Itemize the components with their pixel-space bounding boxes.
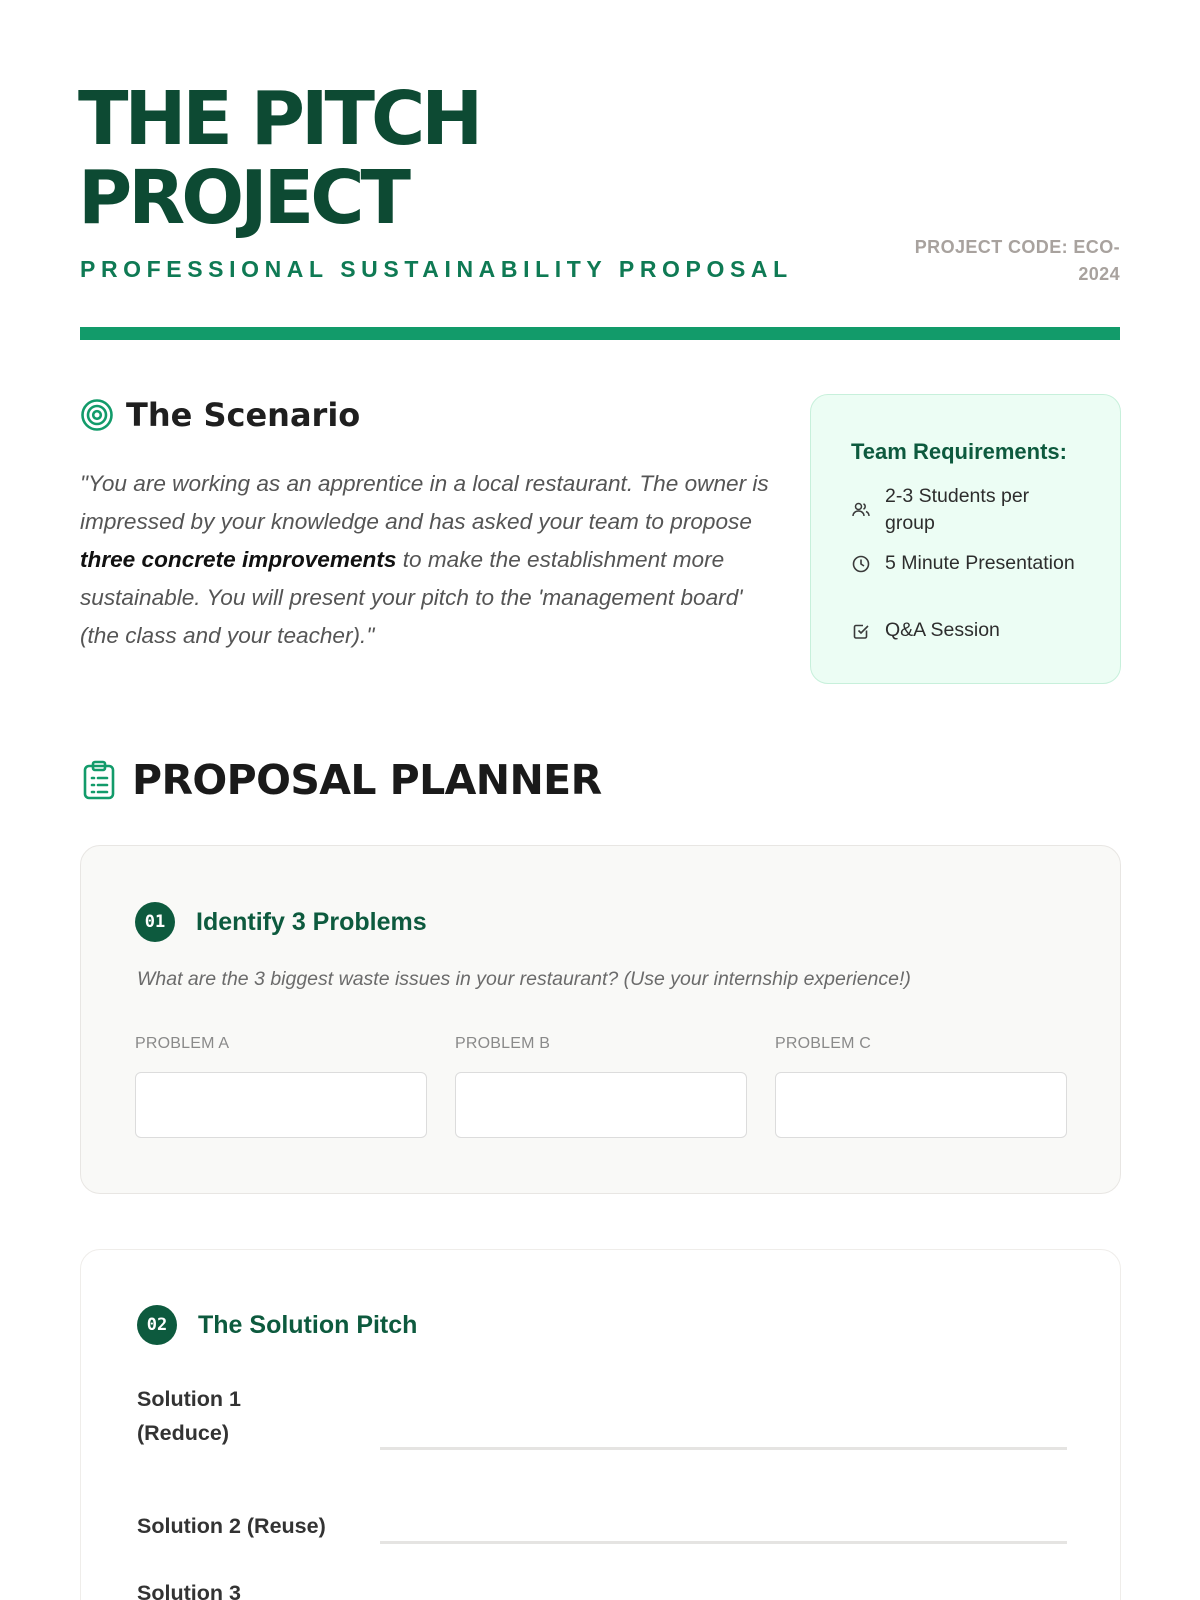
- clock-icon: [851, 554, 871, 574]
- solution-2-label: Solution 2 (Reuse): [137, 1514, 326, 1538]
- planner-heading: [82, 756, 602, 804]
- scenario-text-start: "You are working as an apprentice in a local restaurant. The owner is impressed by your knowledge and has asked your team to propose: [80, 471, 769, 534]
- project-code: PROJECT CODE: ECO-2024: [914, 237, 1120, 284]
- header-divider: [80, 327, 1120, 340]
- requirement-item: [851, 483, 1101, 537]
- requirement-item: [851, 617, 1101, 644]
- scenario-heading: [80, 396, 360, 434]
- identify-problems-card: [80, 845, 1121, 1194]
- scenario-text-end: to make the establishment more sustainable. You will present your pitch to the 'management board' (the class and your teacher).": [80, 547, 743, 648]
- solution-pitch-card: [80, 1249, 1121, 1600]
- planner-title: PROPOSAL PLANNER: [132, 756, 602, 804]
- step-title: Identify 3 Problems: [196, 908, 427, 936]
- clipboard-icon: [82, 760, 116, 800]
- problem-b-input[interactable]: [455, 1072, 747, 1138]
- solution-1-label: Solution 1 (Reduce): [137, 1387, 241, 1445]
- requirement-label: 2-3 Students per group: [885, 485, 1030, 534]
- problem-c-input[interactable]: [775, 1072, 1067, 1138]
- solution-2-answer-line[interactable]: [380, 1541, 1067, 1544]
- team-requirements-title: Team Requirements:: [851, 439, 1067, 464]
- solution-3-label: Solution 3: [137, 1581, 241, 1600]
- step-title: The Solution Pitch: [198, 1311, 418, 1339]
- problem-a-input[interactable]: [135, 1072, 427, 1138]
- scenario-text: [80, 465, 770, 655]
- scenario-text-emphasis: three concrete improvements: [80, 547, 397, 572]
- step-number-badge: 02: [137, 1305, 177, 1345]
- scenario-title: The Scenario: [126, 396, 361, 434]
- page-title: THE PITCH PROJECT: [78, 76, 480, 241]
- solution-1-answer-line[interactable]: [380, 1447, 1067, 1450]
- step-hint: What are the 3 biggest waste issues in your restaurant? (Use your internship experience!): [137, 968, 911, 990]
- problem-c-label: PROBLEM C: [775, 1035, 872, 1052]
- requirement-item: [851, 550, 1101, 577]
- page-subtitle: PROFESSIONAL SUSTAINABILITY PROPOSAL: [80, 256, 793, 282]
- target-icon: [80, 398, 114, 432]
- problem-b-label: PROBLEM B: [455, 1035, 551, 1052]
- problem-a-label: PROBLEM A: [135, 1035, 230, 1052]
- team-requirements-card: [810, 394, 1121, 684]
- requirement-label: 5 Minute Presentation: [885, 552, 1075, 574]
- step-number-badge: 01: [135, 902, 175, 942]
- requirement-label: Q&A Session: [885, 619, 1000, 641]
- users-icon: [851, 500, 871, 520]
- checkbox-icon: [851, 621, 871, 641]
